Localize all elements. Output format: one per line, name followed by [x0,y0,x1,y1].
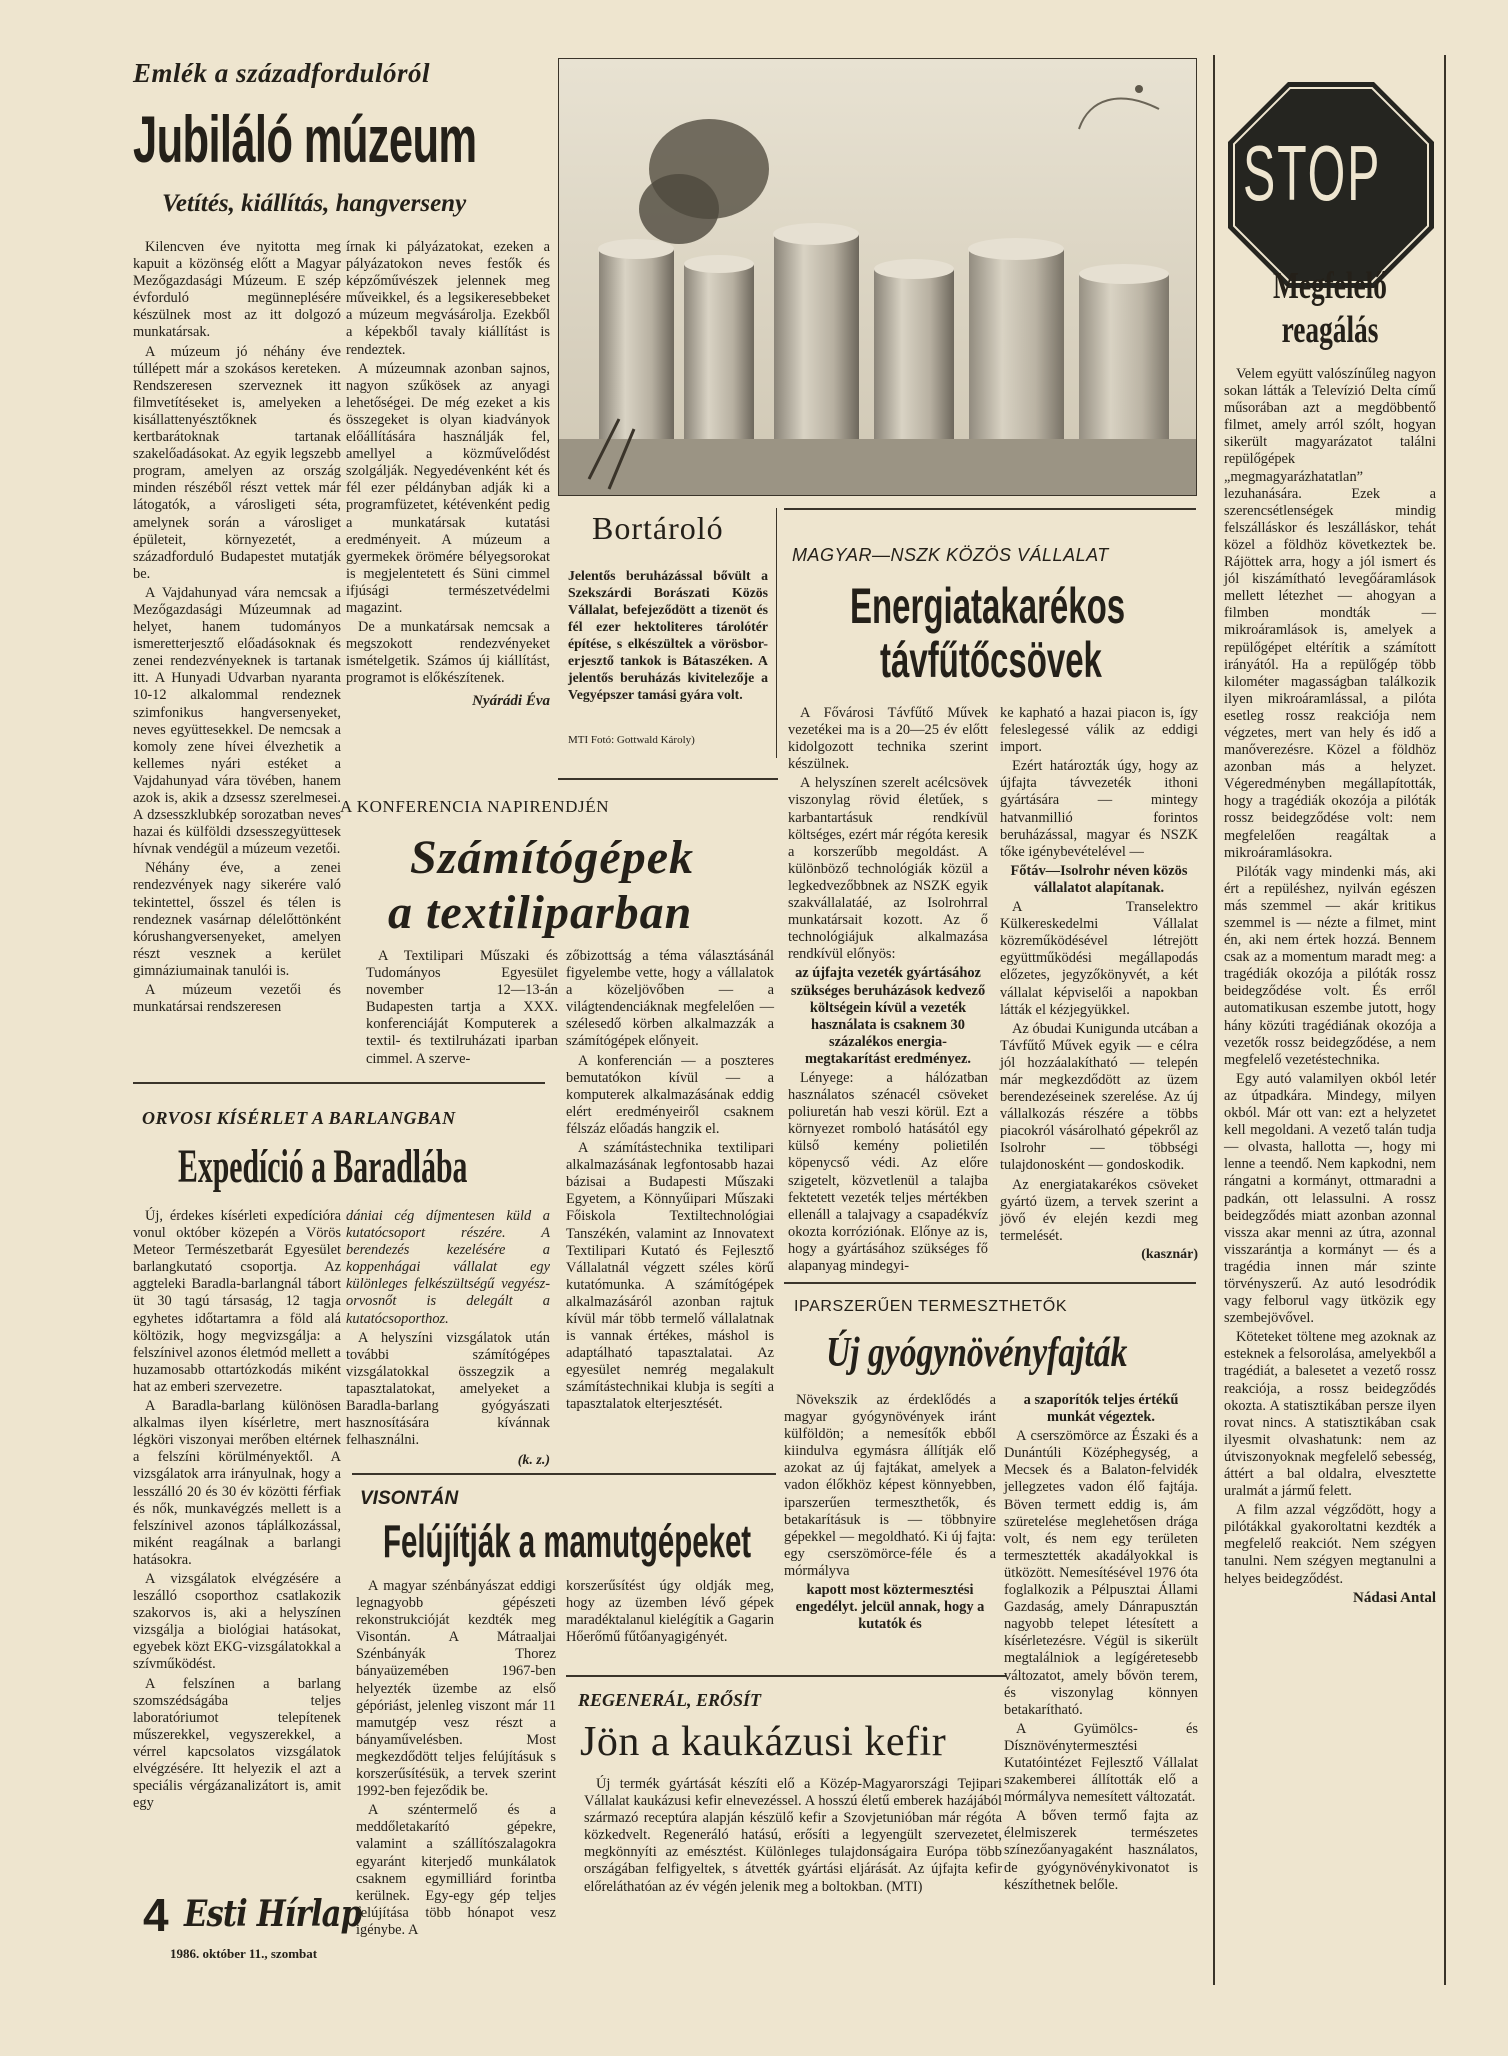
paragraph: Az energiatakarékos csöveket gyártó üzem, a tervek szerint a jövő év elején kezdi meg termelését. [1000,1176,1198,1244]
kefir-kicker: REGENERÁL, ERŐSÍT [578,1690,762,1710]
divider [558,778,778,780]
divider [133,1082,545,1084]
page-number: 4 [143,1889,169,1941]
issue-date: 1986. október 11., szombat [170,1946,318,1961]
byline: Nyárádi Éva [472,693,550,710]
paragraph: A helyszíni vizsgálatok után további számítógépes vizsgálatokkal összegzik a tapasztalatokat, amelyeket a Baradla-barlang gyógyászati hasznosítására kívánnak felhasználni. [346,1329,550,1449]
herbs-column-2 [1004,1392,1198,1896]
expedition-title: Expedíció a Baradlába [178,1140,468,1193]
winery-tanks-photo [558,58,1197,496]
computers-title-1: Számítógépek [410,831,694,884]
museum-column-1 [133,239,341,1018]
paragraph: A vizsgálatok elvégzésére a leszálló csoporthoz csatlakozik szakorvos is, aki a helyszínen vizsgálja a biológiai hatásokat, egyebek közt EKG-vizsgálatokkal a szívműködést. [133,1570,341,1673]
computers-column-2 [566,948,774,1416]
photo-credit: MTI Fotó: Gottwald Károly) [568,734,695,746]
herbs-column-1 [784,1392,996,1635]
paragraph: Köteteket töltene meg azoknak az esteknek a felsorolása, amelyekből a tragédiát, a balesetet a vezető rossz reakciója, a rossz beidegződés okozta. A statisztikában persze ilyen rovat nincs. A statisztikában csak ilyesmit olvashatunk: nem az útviszonyoknak megfelelő sebesség, áttért a bal oldalra, elvesztette uralmát a jármű felett. [1224,1329,1436,1500]
paragraph: Növekszik az érdeklődés a magyar gyógynövények iránt külföldön; a nemesítők ebből kiindulva egymásra állítják elő azokat az új fajtákat, amelyek a vadon élőkhöz képest könnyebben, iparszerűen termeszthetők, és betakarításuk is — többnyire gépekkel — megoldható. Ki új fajta: egy cserszömörce-féle és a mórmályva [784,1392,996,1579]
winery-caption [568,567,768,703]
computers-kicker: A KONFERENCIA NAPIRENDJÉN [340,797,610,816]
energy-title-1: Energiatakarékos [850,578,1126,634]
paragraph: korszerűsítést úgy oldják meg, hogy az üzemben lévő gépek maradéktalanul kielégítik a Gagarin Hőerőmű fűtőanyagigényét. [566,1578,774,1646]
paragraph: A bőven termő fajta az élelmiszerek természetes színezőanyagaként használatos, de gyógynövénykivonatot is készíthetnek belőle. [1004,1808,1198,1893]
museum-subtitle: Vetítés, kiállítás, hangverseny [162,190,467,217]
paragraph: A múzeum vezetői és munkatársai rendszeresen [133,982,341,1016]
paragraph: Lényege: a hálózatban használatos szénacél csöveket poliuretán hab veszi körül. Ezt a környezet romboló hatásától egy külső kemény polietilén köpenycső védi. Az előre szigetelt, közvetlenül a talajba fektetett vezeték teljes mértékben ellenáll a talajvagy a csapadékvíz okozta korróziónak. Előnye az is, hogy a gyártásához szükséges fő alapanyag mindegyi- [788,1069,988,1274]
stop-body [1224,366,1436,1607]
paragraph: A magyar szénbányászat eddigi legnagyobb gépészeti rekonstrukcióját kezdték meg Visontán. A Mátraaljai Szénbányák Thorez bányaüzemében 1967-ben helyezték üzembe az első gépóriást, jelenleg viszont már 11 mamutgép vesz részt a bányaművelésben. Most megkezdődött teljes felújításuk s korszerűsítésük, a tervek szerint 1992-ben fejeződik be. [356,1578,556,1800]
energy-kicker: MAGYAR—NSZK KÖZÖS VÁLLALAT [792,545,1109,565]
paragraph: A széntermelő és a meddőletakarító gépekre, valamint a szállítószalagokra egyaránt kiterjedő munkálatok csaknem egymilliárd forintba kerülnek. Egy-egy gép teljes felújítása több hónapot vesz igénybe. A [356,1802,556,1938]
paragraph: De a munkatársak nemcsak a megszokott rendezvényeket ismételgetik. Számos új kiállítást, programot is előkészítenek. [346,619,550,687]
paragraph: Egy autó valamilyen okból letér az útpadkára. Mindegy, milyen okból. Már ott van: ezt a helyzetet kell megoldani. A vezető talán tudja — olvasta, hallotta —, hogy mi lenne a teendő. Nem kapkodni, nem rángatni a kormányt, ottmaradni a padkán, ott lelassulni. A rossz beidegződés miatt azonban azonnal vissza akar menni az útra, azonnal visszarántja a kormányt — és a tragédia innen már szinte törvényszerű. Az autó lesodródik vagy felborul vagy ütközik egy szembejövővel. [1224,1070,1436,1327]
stop-title [1222,264,1438,352]
energy-column-1 [788,705,988,1277]
paragraph: Új termék gyártását készíti elő a Közép-Magyarországi Tejipari Vállalat kaukázusi kefir elnevezéssel. A hosszú életű emberek hazájából származó receptúra alapján készülő kefir a Szovjetunióban már régóta közkedvelt. Regeneráló hatású, erősíti a legyengült szervezetet, megkönnyíti az emésztést. Különleges tulajdonságaira Európa több országában felfigyeltek, s átvették gyártási eljárását. Az újfajta kefir előreláthatóan az év végén jelenik meg a boltokban. (MTI) [584,1776,1002,1895]
paragraph: Ezért határozták úgy, hogy az újfajta távvezeték ithoni gyártására — mintegy hatvanmillió forintos beruházással, magyar és NSZK tőke igénybevételével — [1000,758,1198,860]
paragraph: A múzeumnak azonban sajnos, nagyon szűkösek az anyagi lehetőségei. De még ezeket a kis összegeket is olyan kiadványok előállítására használják fel, amellyel a közművelődést szolgálják. Negyedévenként két és fél ezer példányban adják ki a programfüzetet, kétévenként pedig a munkatársak kutatási eredményeit. A múzeum a gyermekek örömére bélyegsorokat is megjelentetett és Süni cimmel ifjúsági természetvédelmi magazint. [346,360,550,616]
visonta-column-2 [566,1578,774,1648]
paragraph: az újfajta vezeték gyártásához szükséges beruházások kedvező költségein kívül a vezeték használata is csaknem 30 százalékos energia-megtakarítást eredményez. [790,965,986,1067]
divider [784,1282,1196,1284]
museum-title: Jubiláló múzeum [133,102,477,176]
paragraph: Új, érdekes kísérleti expedícióra vonul október közepén a Vörös Meteor Természetbarát Egyesület barlangkutató csoportja. Az aggteleki Baradla-barlangnál tábort üt 30 tagú társaság, 12 tagja egyhetes időtartamra a föld alá költözik, hogy megvizsgálja: a felszínivel azonos életmód mellett a huzamosabb ottartózkodás miként hat az emberi szervezetre. [133,1208,341,1395]
museum-kicker: Emlék a századfordulóról [133,58,431,88]
expedition-column-1 [133,1208,341,1814]
newspaper-logo: Esti Hírlap [184,1893,362,1935]
paragraph: Néhány éve, a zenei rendezvények nagy sikerére való tekintettel, ősszel és télen is rendeznek vasárnap délelőttönként kórushangversenyeket, amelyen részt vesznek a kerület gimnáziumainak tanulói is. [133,860,341,979]
paragraph: A helyszínen szerelt acélcsövek viszonylag rövid életűek, s karbantartásuk rendkívül költséges, ezért már régóta keresik a korszerűbb megoldást. A különböző technológiák közül a legkedvezőbbnek az NSZK egyik szakvállalatáé, az Isolrohrral munkatársait kozott. Az ő technológiájuk alkalmazása rendkívül előnyös: [788,775,988,963]
paragraph: a szaporítók teljes értékű munkát végeztek. [1023,1392,1179,1426]
column-border-left [1213,55,1215,1985]
visonta-title: Felújítják a mamutgépeket [383,1515,752,1567]
visonta-kicker: VISONTÁN [360,1488,459,1509]
winery-title: Bortároló [592,510,724,546]
tanks-image [559,59,1196,495]
kefir-body [584,1776,1002,1898]
stop-title-text: Megfelelő reagálás [1273,265,1387,351]
divider [352,1473,776,1475]
kefir-title: Jön a kaukázusi kefir [580,1719,947,1765]
paragraph: A múzeum jó néhány éve túllépett már a szokásos kereteken. Rendszeresen szerveznek itt filmvetítéseket is, amelyeken a kisállattenyésztőknek és kertbarátoknak tartanak szakelőadásokat. Az egyik legszebb program, amelyen az ország minden részéből részt vettek már látogatók, a városligeti séta, amelynek során a városliget épületeit, környezetét, a századforduló Budapestet mutatják be. [133,343,341,582]
paragraph: A film azzal végződött, hogy a pilótákkal gyakoroltatni kezdték a megfelelő reakciót. Nem szégyen tanulni. Nem szégyen megtanulni a helyes beidegződést. [1224,1502,1436,1587]
paragraph: zőbizottság a téma választásánál figyelembe vette, hogy a vállalatok a közeljövőben — a világtendenciáknak megfelelően — szélesedő körben alkalmazzák a számítógépek előnyeit. [566,948,774,1050]
paragraph: Pilóták vagy mindenki más, aki ért a repüléshez, nyilván egészen más szemmel — akár kritikus szemmel is — nézte a filmet, mint én, aki nem értek hozzá. Bennem csak az a momentum maradt meg: a tragédiák okozója a pilóták rossz beidegződése volt. És erről automatikusan eszembe jutott, hogy hány közúti tragédiának okozója a vezetők rossz beidegződése, a nem megfelelő vezetéstechnika. [1224,863,1436,1068]
paragraph: A konferencián — a poszteres bemutatókon kívül — a komputerek alkalmazásának eddig elért eredményeiről csaknem félszáz előadás hangzik el. [566,1052,774,1137]
herbs-title: Új gyógynövényfajták [826,1330,1128,1376]
computers-column-1 [366,948,558,1070]
energy-title-2: távfűtőcsövek [880,632,1102,688]
paragraph: ke kapható a hazai piacon is, így feleslegessé válik az eddigi import. [1000,705,1198,756]
divider [784,508,1196,510]
divider [566,1675,1006,1677]
paragraph: dániai cég díjmentesen küld a kutatócsoport részére. A berendezés kezelésére a koppenhágai vállalat egy különleges felkészültségű vegyész-orvosnőt is delegált a kutatócsoporthoz. [346,1208,550,1327]
paragraph: írnak ki pályázatokat, ezeken a pályázatokon neves festők és képzőművészek jelennek meg műveikkel, és a legsikeresebbeket a múzeum megvásárolja. Ezekből a képekből tavaly kiállítást is rendeztek. [346,239,550,358]
paragraph: A Transelektro Külkereskedelmi Vállalat közreműködésével létrejött együttműködési megállapodás előzetes, jegyzőkönyvét, a két vállalat képviselői a napokban látták el kézjegyükkel. [1000,899,1198,1018]
paragraph: A cserszömörce az Északi és a Dunántúli Középhegység, a Mecsek és a Balaton-felvidék jellegzetes vadon élő fajtája. Böven termett eddig is, ám szüretelése meglehetősen drága volt, és nem egy területen termesztették akadályokkal is ütközött. Nemesítésével 1976 óta foglalkozik a Pélpusztai Állami Gazdaság, amely Dánrapusztán nagyobb telepet létesített a kísérletezésre. Végül is sikerült megtalálniok a legígéretesebb változatot, amely bővön terem, és viszonylag könnyen betakarítható. [1004,1428,1198,1718]
energy-column-2 [1000,705,1198,1263]
expedition-kicker: ORVOSI KÍSÉRLET A BARLANGBAN [142,1108,456,1128]
herbs-kicker: IPARSZERŰEN TERMESZTHETŐK [794,1298,1068,1315]
byline: Nádasi Antal [1353,1589,1436,1606]
computers-title-2: a textiliparban [388,886,693,939]
divider [776,508,777,758]
paragraph: A felszínen a barlang szomszédságába teljes laboratóriumot telepítenek műszerekkel, vegyszerekkel, a vérrel kapcsolatos vizsgálatok elvégzésére. Itt helyezik el azt a speciális vérgázanalizátort is, amit egy [133,1675,341,1812]
paragraph: A Textilipari Műszaki és Tudományos Egyesület november 12—13-án Budapesten tartja a XXX. konferenciáját Komputerek a textil- és textilruházati iparban cimmel. A szerve- [366,948,558,1067]
column-border-right [1444,55,1446,1985]
paragraph: A Gyümölcs- és Dísznövénytermesztési Kutatóintézet Fejlesztő Vállalat szakemberei állították elő a mórmályva nemesített változatát. [1004,1720,1198,1806]
paragraph: Kilencven éve nyitotta meg kapuit a közönség előtt a Magyar Mezőgazdasági Múzeum. E szép évforduló megünneplésére készülnek most az itt dolgozó munkatársak. [133,239,341,341]
winery-text: Jelentős beruházással bővült a Szekszárdi Borászati Közös Vállalat, befejeződött a tizenöt és fél ezer hektoliteres tárolótér építése, s elkészültek a vörösbor-erjesztő tankok is Bátaszéken. A jelentős beruházás kivitelezője a Vegyépszer tamási gyára volt. [568,568,768,702]
paragraph: A Baradla-barlang különösen alkalmas ilyen kísérletre, mert légköri viszonyai merőben eltérnek a felszíni körülményektől. A vizsgálatok arra irányulnak, hogy a lesszálló 20 és 30 év közötti férfiak és nők, munkavégzés mellett is a felszínivel azonos táplálkozással, miként reagálnak a barlangi hatásokra. [133,1398,341,1568]
paragraph: A számítástechnika textilipari alkalmazásának legfontosabb hazai bázisai a Budapesti Műszaki Egyetem, a Könnyűipari Műszaki Főiskola Textiltechnológiai Tanszékén, valamint az Innovatext Textilipari Kutató és Fejlesztő Vállalatnál végzett széles körű kutatómunka. A számítógépek alkalmazásáról azonban rajtuk kívül már több termelő vállalatnak is vannak értékes, máshol is adaptálható tapasztalatai. Az egyesület nemrég megalakult számítástechnikai klubja is segíti a tapasztalatok elterjesztését. [566,1140,774,1413]
paragraph: Főtáv—Isolrohr néven közös vállalatot alapítanak. [1010,862,1188,896]
paragraph: kapott most köztermesztési engedélyt. jelcül annak, hogy a kutatók és [795,1582,985,1633]
paragraph: Velem együtt valószínűleg nagyon sokan látták a Televízió Delta című műsorában azt a megdöbbentő filmet, amely arról szólt, hogyan sikerült magyarázatot találni repülőgépek „megmagyarázhatatlan” lezuhanására. Ezek a szerencsétlenségek mindig felszálláskor és leszálláskor, tehát közel a földhöz következtek be. Rájöttek arra, hogy a jól ismert és jól kiszámítható levegőáramlások mellett létezhet — ahogyan a filmben mondták — mikroáramlások is, amelyek a repülőgépet eltérítik a számított irányától. Ha a repülőgép több kilométer magasságban találkozik ilyen mikroáramlással, a pilóta esetleg rossz reakciója nem végzetes, mert van hely és idő a manőverezésre. Közel a földhöz azonban más a helyzet. Végeredményben megállapították, hogy a tragédiák okozója a pilóták rossz beidegződése volt: nem megfelelően reagáltak a mikroáramlásokra. [1224,366,1436,861]
paragraph: A Vajdahunyad vára nemcsak a Mezőgazdasági Múzeumnak ad helyet, hanem tudományos ismeretterjesztő előadásoknak és zenei rendezvényeknek is tartanak itt. A Hunyadi Udvarban nyaranta 10-12 alkalommal rendeznek szimfonikus hangversenyeket, neves együttesekkel. De nemcsak a komoly zene hívei élvezhetik a kellemes nyári estéket a Vajdahunyad vára tövében, hanem azok is, akik a dzsessz szerelmesei. A dzsesszklubkép sorozatban neves hazai és külföldi dzsesszegyüttesek hívnak vendégül a múzeum vezetői. [133,584,341,858]
expedition-column-2 [346,1208,550,1469]
byline: (k. z.) [517,1453,550,1469]
byline: (kasznár) [1141,1246,1198,1262]
paragraph: A Fővárosi Távfűtő Művek vezetékei ma is a 20—25 év előtt kidolgozott technika szerint készülnek. [788,705,988,773]
museum-column-2 [346,239,550,710]
visonta-column-1 [356,1578,556,1941]
paragraph: Az óbudai Kunigunda utcában a Távfűtő Művek egyik — e célra jól hozzáalakítható — telepén már megkezdődött az üzem berendezéseinek szerelése. Az új vállalkozás részére a többs piacokról vásárolható gépekről az Isolrohr — többségi tulajdonosként — gondoskodik. [1000,1020,1198,1174]
stop-sign-label: STOP [1243,129,1382,217]
